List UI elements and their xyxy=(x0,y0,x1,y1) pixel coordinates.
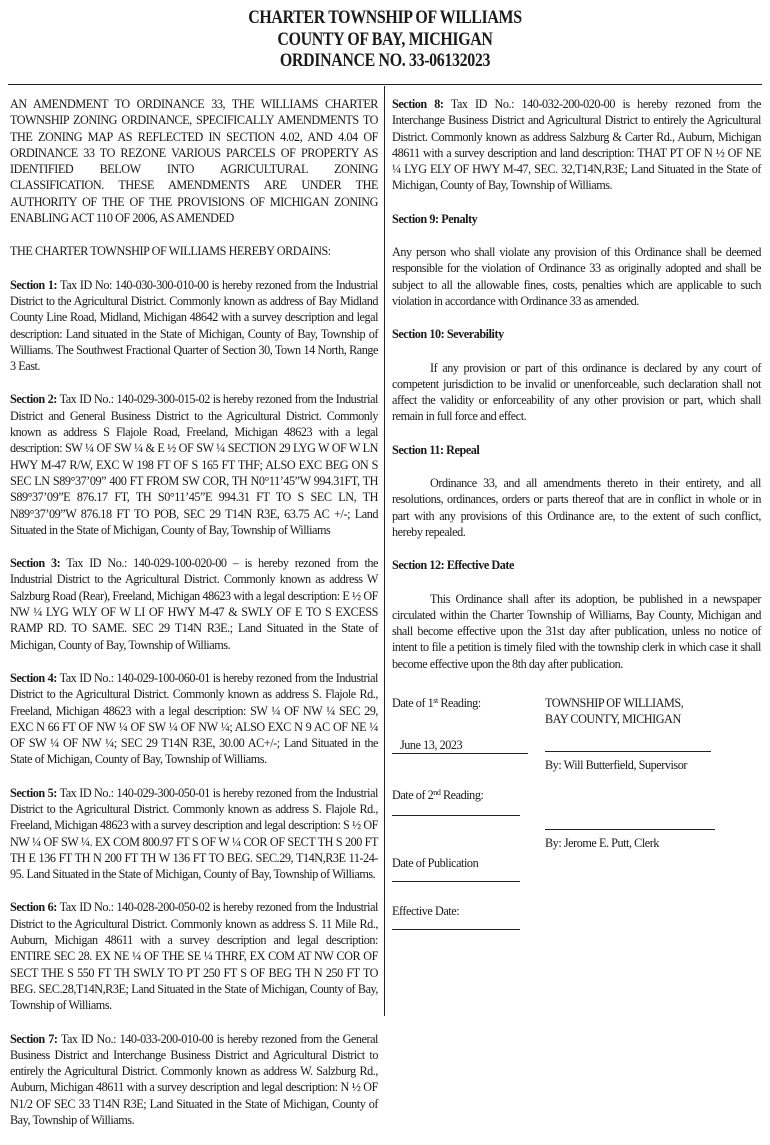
section-9-text: Any person who shall violate any provision of this Ordinance shall be deemed responsible for the violation of Ordinance 33 as originally adopted and shall be subject to all the allowable fines, costs, penalties which are applicable to such violation in accordance with Ordinance 33 as amended. xyxy=(392,245,761,308)
section-7 xyxy=(10,1031,378,1129)
section-2 xyxy=(10,391,378,538)
header-divider xyxy=(8,84,762,85)
supervisor-signature-line xyxy=(545,739,711,752)
second-reading-line xyxy=(392,803,520,816)
signature-block xyxy=(392,689,761,959)
section-label: Section 2: xyxy=(10,392,57,407)
section-12-heading: Section 12: Effective Date xyxy=(392,558,514,573)
section-text: Tax ID No.: 140-029-100-060-01 is hereby rezoned from the Industrial District to the Agricultural District. Commonly known as address S. Flajole Rd., Freeland, Michigan 48623 with a legal description: SW ¼ OF NW ¼ SEC 29, EXC N 66 FT OF NW ¼ OF SW ¼ OF NW ¼; ALSO EXC N 9 AC OF NE ¼ OF SW ¼ OF NW ¼; SEC 29 T14N R3E, 30.00 AC+/-; Land Situated in the State of Michigan, County of Bay, Township of Williams. xyxy=(10,670,378,767)
section-text: Tax ID No.: 140-033-200-010-00 is hereby rezoned from the General Business District and Interchange Business District and Agricultural District to entirely the Agricultural District. Commonly known as address W. Salzburg Rd., Auburn, Michigan 48611 with a survey description and legal description: N ½ OF N1/2 OF SEC 33 T14N R3E; Land Situated in the State of Michigan, County of Bay, Township of Williams. xyxy=(10,1031,378,1128)
clerk-signature-line xyxy=(545,817,715,830)
section-8 xyxy=(392,96,761,194)
section-11-text: Ordinance 33, and all amendments thereto in their entirety, and all resolutions, ordinances, orders or parts thereof that are in conflict in whole or in part with any provisions of this Ordinance are, to the extent of such conflict, hereby repealed. xyxy=(392,476,761,539)
effective-date-label: Effective Date: xyxy=(392,904,460,919)
title-township: CHARTER TOWNSHIP OF WILLIAMS xyxy=(248,8,522,28)
section-5 xyxy=(10,785,378,883)
section-6 xyxy=(10,899,378,1013)
township-name: TOWNSHIP OF WILLIAMS, xyxy=(545,696,684,711)
publication-label: Date of Publication xyxy=(392,856,479,871)
township-county: BAY COUNTY, MICHIGAN xyxy=(545,712,681,727)
section-1 xyxy=(10,277,378,375)
preamble: AN AMENDMENT TO ORDINANCE 33, THE WILLIAMS CHARTER TOWNSHIP ZONING ORDINANCE, SPECIFICALLY AMENDMENTS TO THE ZONING MAP AS REFLECTED IN SECTION 4.02, AND 4.04 OF ORDINANCE 33 TO REZONE VARIOUS PARCELS OF PROPERTY AS IDENTIFIED BELOW INTO AGRICULTURAL ZONING CLASSIFICATION. THESE AMENDMENTS ARE UNDER THE AUTHORITY OF THE OF THE PROVISIONS OF MICHIGAN ZONING ENABLING ACT 110 OF 2006, AS AMENDED xyxy=(10,97,378,226)
section-text: Tax ID No.: 140-032-200-020-00 is hereby rezoned from the Interchange Business District and Agricultural District to entirely the Agricultural District. Commonly known as address Salzburg & Carter Rd., Auburn, Michigan 48611 with a survey description and land description: THAT PT OF N ½ OF NE ¼ LYG ELY OF HWY M-47, SEC. 32,T14N,R3E; Land Situated in the State of Michigan, County of Bay, Township of Williams. xyxy=(392,97,761,193)
section-label: Section 7: xyxy=(10,1031,58,1046)
section-label: Section 4: xyxy=(10,670,57,685)
effective-date-line xyxy=(392,917,520,930)
section-label: Section 8: xyxy=(392,97,444,111)
section-label: Section 1: xyxy=(10,277,58,292)
section-label: Section 3: xyxy=(10,556,61,571)
document-title xyxy=(54,8,716,73)
section-10-text: If any provision or part of this ordinance is declared by any court of competent jurisdiction to be invalid or unenforceable, such declaration shall not affect the validity or enforceability of any other provision or part, which shall remain in full force and effect. xyxy=(392,360,761,424)
section-text: Tax ID No.: 140-029-300-015-02 is hereby rezoned from the Industrial District and General Business District to the Agricultural District. Commonly known as address S Flajole Road, Freeland, Michigan 48623 with a legal description: SW ¼ OF SW ¼ & E ½ OF SW ¼ SECTION 29 LYG W OF W LN HWY M-47 R/W, EXC W 198 FT OF S 165 FT THF; ALSO EXC BEG ON S SEC LN S89°37’09” 400 FT FROM SW COR, TH N0°11’45”W 994.31FT, TH S89°37’09”E 876.17 FT, TH S0°11’45”E 994.31 FT TO S SEC LN, TH N89°37’09”W 876.18 FT TO POB, SEC 29 T14N R3E, 63.75 AC +/-; Land Situated in the State of Michigan, County of Bay, Township of Williams xyxy=(10,392,378,537)
section-4 xyxy=(10,670,378,768)
section-text: Tax ID No.: 140-028-200-050-02 is hereby rezoned from the Industrial District to the Agricultural District. Commonly known as address S. 11 Mile Rd., Auburn, Michigan 48611 with a survey description and legal description: ENTIRE SEC 28. EX NE ¼ OF THE SE ¼ THRF, EX COM AT NW COR OF SECT THE S 550 FT TH SWLY TO PT 250 FT S OF BEG TH N 250 FT TO BEG. SEC.28,T14N,R3E; Land Situated in the State of Michigan, County of Bay, Township of Williams. xyxy=(10,900,378,1013)
first-reading-date: June 13, 2023 xyxy=(392,737,528,754)
publication-line xyxy=(392,869,520,882)
section-3 xyxy=(10,555,378,653)
column-divider xyxy=(384,86,385,1016)
section-text: Tax ID No.: 140-029-300-050-01 is hereby rezoned from the Industrial District to the Agricultural District. Commonly known as address S. Flajole Rd., Freeland, Michigan 48623 with a survey description and legal description: S ½ OF NW ¼ OF SW ¼. EX COM 800.97 FT S OF W ¼ COR OF SECT TH S 200 FT TH E 136 FT TH N 200 FT TH W 136 FT TO BEG. SEC.29, T14N,R3E 11-24-95. Land Situated in the State of Michigan, County of Bay, Township of Williams. xyxy=(10,785,378,882)
left-column xyxy=(10,96,378,1145)
first-reading-label: Date of 1st Reading: xyxy=(392,696,481,711)
right-column xyxy=(392,96,761,959)
section-12-text: This Ordinance shall after its adoption, be published in a newspaper circulated within the Charter Township of Williams, Bay County, Michigan and shall become effective upon the 31st day after publication, unless no notice of intent to file a petition is timely filed with the township clerk in which case it shall become effective upon the 8th day after publication. xyxy=(392,591,761,671)
section-label: Section 6: xyxy=(10,900,57,915)
section-label: Section 5: xyxy=(10,785,57,800)
section-10-heading: Section 10: Severability xyxy=(392,327,504,342)
section-text: Tax ID No: 140-030-300-010-00 is hereby rezoned from the Industrial District to the Agricultural District. Commonly known as address of Bay Midland County Line Road, Midland, Michigan 48642 with a survey description and legal description: Land situated in the State of Michigan, County of Bay, Township of Williams. The Southwest Fractional Quarter of Section 30, Town 14 North, Range 3 East. xyxy=(10,277,378,374)
ordains-statement: THE CHARTER TOWNSHIP OF WILLIAMS HEREBY ORDAINS: xyxy=(10,244,331,259)
supervisor-name: By: Will Butterfield, Supervisor xyxy=(545,758,687,773)
title-county: COUNTY OF BAY, MICHIGAN xyxy=(277,29,493,50)
section-9-heading: Section 9: Penalty xyxy=(392,211,478,226)
section-11-heading: Section 11: Repeal xyxy=(392,442,480,457)
section-text: Tax ID No.: 140-029-100-020-00 – is hereby rezoned from the Industrial District to the Agricultural District. Commonly known as address W Salzburg Road (Rear), Freeland, Michigan 48623 with a legal description: E ½ OF NW ¼ LYG WLY OF W LI OF HWY M-47 & SWLY OF E TO S EXCESS RAMP RD. TO SAME. SEC 29 T14N R3E.; Land Situated in the State of Michigan, County of Bay, Township of Williams. xyxy=(10,556,378,652)
title-ordinance-number: ORDINANCE NO. 33-06132023 xyxy=(279,51,491,71)
second-reading-label: Date of 2nd Reading: xyxy=(392,788,484,803)
clerk-name: By: Jerome E. Putt, Clerk xyxy=(545,836,659,851)
